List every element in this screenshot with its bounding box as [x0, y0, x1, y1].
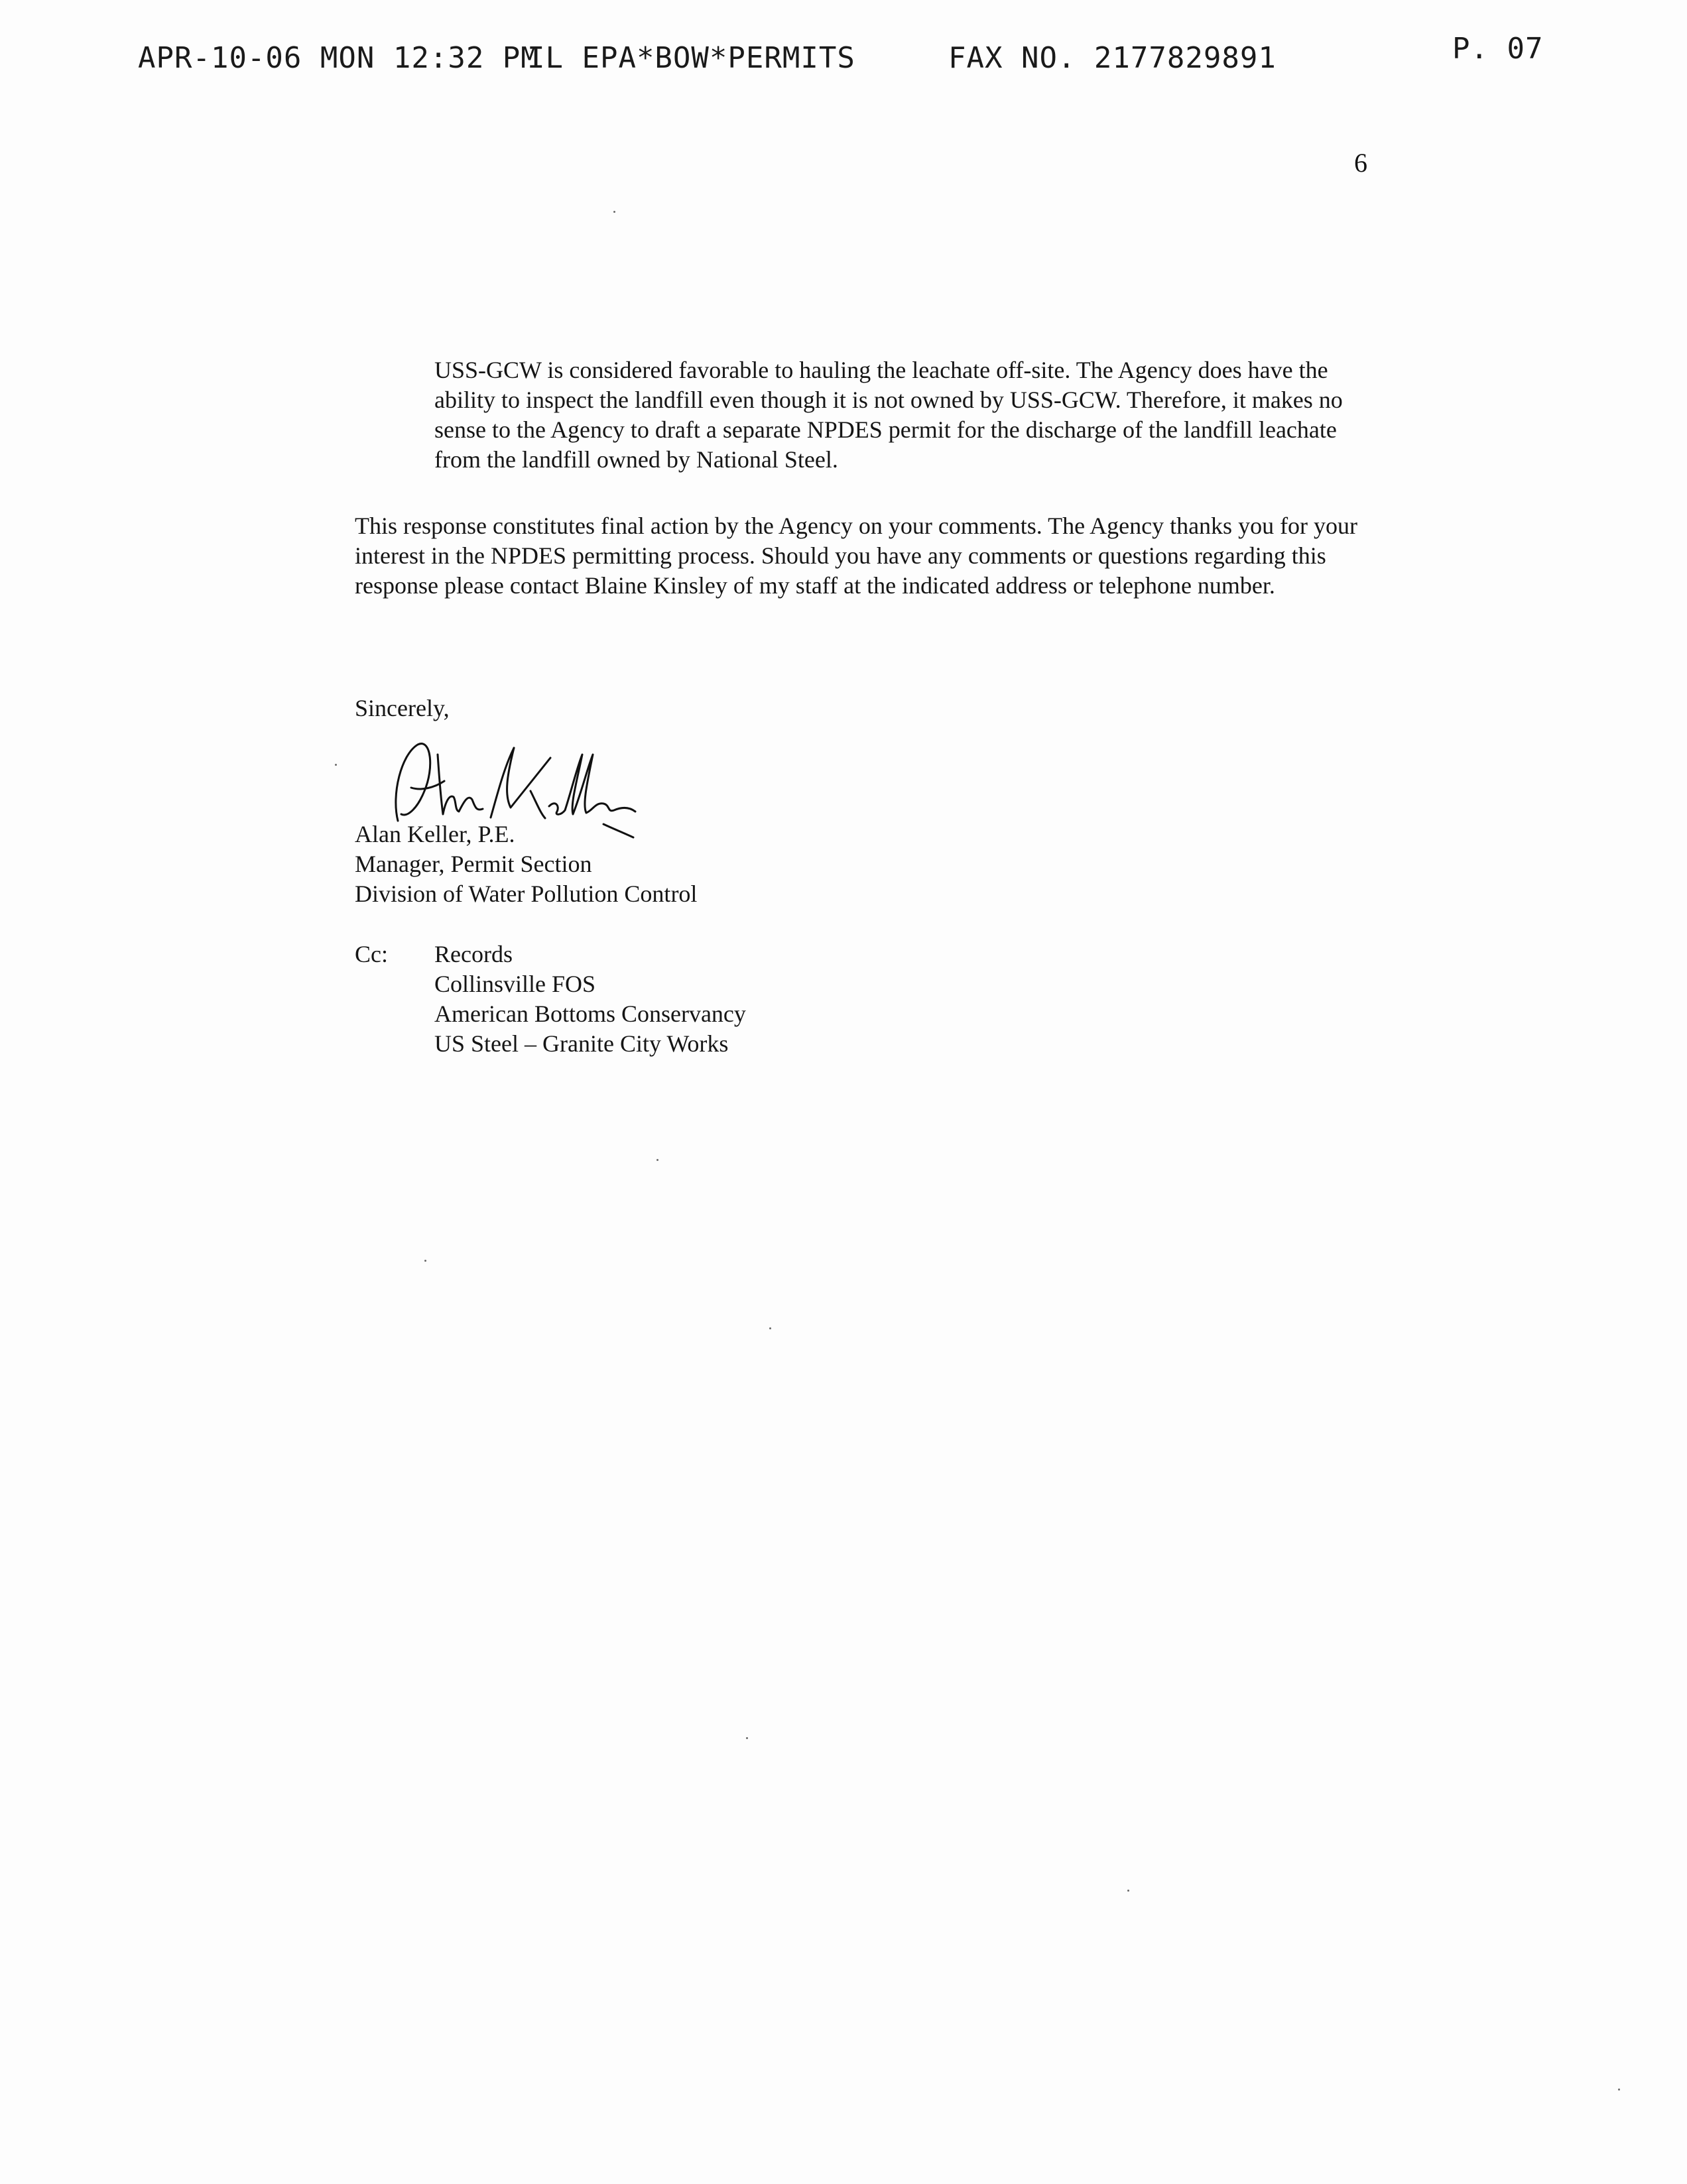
cc-recipient: Collinsville FOS — [434, 971, 596, 997]
scan-speck — [746, 1737, 748, 1739]
fax-sender: IL EPA*BOW*PERMITS — [527, 41, 855, 75]
continuation-paragraph: USS-GCW is considered favorable to hauling the leachate off-site. The Agency does have the ability to inspect the landfill even though it is not owned by USS-GCW. Therefore, it makes no sense to the Agency to draft a separate NPDES permit for the discharge of the landfill leachate from the landfill owned by National Steel. — [434, 357, 1343, 473]
fax-transmission-header — [0, 32, 1687, 85]
fax-datetime: APR-10-06 MON 12:32 PM — [138, 41, 539, 75]
scan-speck — [656, 1159, 658, 1161]
cc-recipient: Records — [434, 941, 513, 967]
cc-recipient: US Steel – Granite City Works — [434, 1030, 729, 1057]
signer-division: Division of Water Pollution Control — [355, 880, 698, 907]
scan-speck — [613, 211, 615, 213]
closing-paragraph: This response constitutes final action by the Agency on your comments. The Agency thanks you for your interest in the NPDES permitting process. Should you have any comments or questions regarding this response please contact Blaine Kinsley of my staff at the indicated address or telephone number. — [355, 513, 1358, 599]
cc-label: Cc: — [355, 941, 388, 967]
signer-name: Alan Keller, P.E. — [355, 821, 515, 847]
cc-recipient-list — [434, 940, 746, 1059]
fax-number: FAX NO. 2177829891 — [948, 41, 1277, 75]
salutation: Sincerely, — [355, 695, 450, 721]
scan-speck — [424, 1260, 426, 1262]
page-number: 6 — [1354, 148, 1367, 178]
scan-speck — [1618, 2089, 1620, 2091]
scan-speck — [769, 1327, 771, 1329]
signer-title: Manager, Permit Section — [355, 851, 592, 877]
scan-speck — [335, 764, 337, 766]
scan-speck — [1127, 1890, 1129, 1892]
cc-recipient: American Bottoms Conservancy — [434, 1001, 746, 1027]
fax-page-indicator: P. 07 — [1452, 32, 1544, 66]
signer-block — [355, 819, 952, 909]
